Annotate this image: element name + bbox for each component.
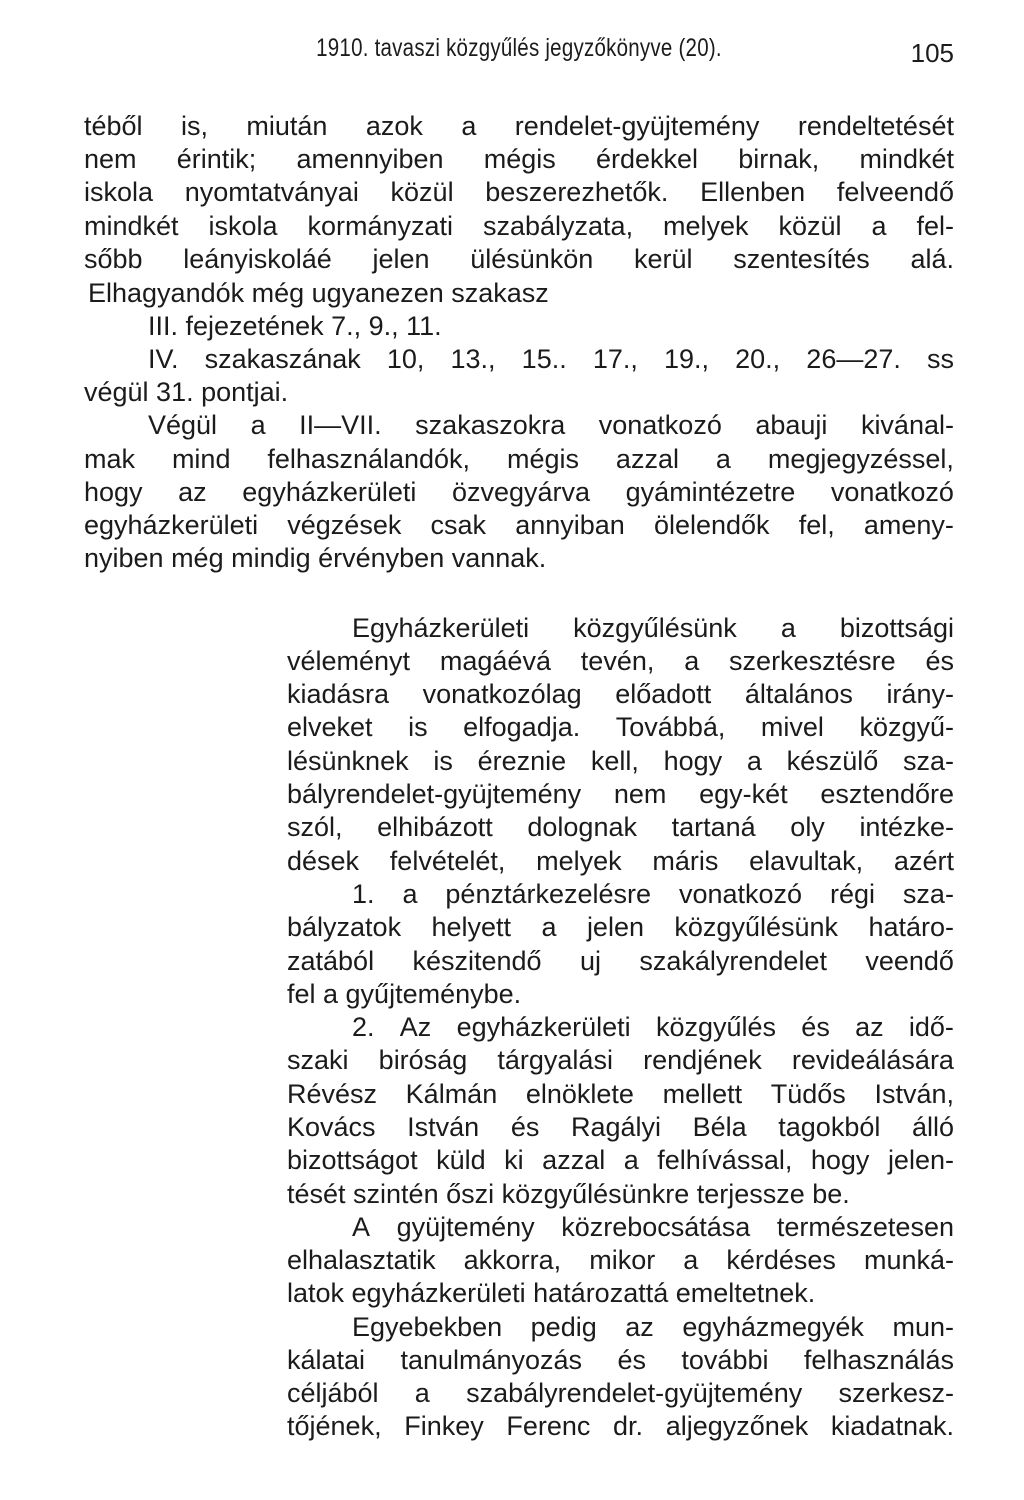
section2-line-16: Kovács István és Ragályi Béla tagokból álló	[287, 1112, 954, 1142]
section2-line-2: véleményt magáévá tevén, a szerkesztésre és	[287, 646, 954, 676]
section2-line-10: bályzatok helyett a jelen közgyűlésünk határo-	[287, 912, 954, 942]
running-title: 1910. tavaszi közgyűlés jegyzőkönyve (20).	[316, 34, 722, 62]
section2-line-7: szól, elhibázott dolognak tartaná oly intézke-	[287, 812, 954, 842]
section1-line-1: téből is, miután azok a rendelet-gyüjtemény rendeltetését	[84, 111, 954, 141]
section1-line-10: Végül a II—VII. szakaszokra vonatkozó abauji kivánal-	[148, 410, 954, 440]
section1-line-12: hogy az egyházkerületi özvegyárva gyámintézetre vonatkozó	[84, 477, 954, 507]
section2-line-17: bizottságot küld ki azzal a felhívással, hogy jelen-	[287, 1145, 954, 1175]
section2-line-22: Egyebekben pedig az egyházmegyék mun-	[352, 1312, 954, 1342]
section1-line-7: III. fejezetének 7., 9., 11.	[148, 311, 442, 341]
section1-line-2: nem érintik; amennyiben mégis érdekkel birnak, mindkét	[84, 144, 954, 174]
section2-line-11: zatából készitendő uj szakályrendelet veendő	[287, 946, 954, 976]
section2-line-13: 2. Az egyházkerületi közgyűlés és az idő-	[352, 1012, 954, 1042]
section2-line-18: tését szintén őszi közgyűlésünkre terjessze be.	[287, 1179, 850, 1209]
section1-line-5: sőbb leányiskoláé jelen ülésünkön kerül szentesítés alá.	[84, 244, 954, 274]
section2-line-8: dések felvételét, melyek máris elavultak, azért	[287, 846, 954, 876]
section2-line-6: bályrendelet-gyüjtemény nem egy-két esztendőre	[287, 779, 954, 809]
section1-line-9: végül 31. pontjai.	[84, 377, 289, 407]
section2-line-23: kálatai tanulmányozás és további felhasználás	[287, 1345, 954, 1375]
section2-line-4: elveket is elfogadja. Továbbá, mivel közgyű-	[287, 712, 954, 742]
section2-line-1: Egyházkerületi közgyűlésünk a bizottsági	[352, 613, 954, 643]
section2-line-20: elhalasztatik akkorra, mikor a kérdéses munká-	[287, 1245, 954, 1275]
section2-line-14: szaki biróság tárgyalási rendjének revideálására	[287, 1045, 954, 1075]
section1-line-8: IV. szakaszának 10, 13., 15.. 17., 19., 20., 26—27. ss	[148, 344, 954, 374]
section1-line-4: mindkét iskola kormányzati szabályzata, melyek közül a fel-	[84, 211, 954, 241]
section1-line-3: iskola nyomtatványai közül beszerezhetők. Ellenben felveendő	[84, 177, 954, 207]
section2-line-19: A gyüjtemény közrebocsátása természetesen	[352, 1212, 954, 1242]
section2-line-5: lésünknek is éreznie kell, hogy a készülő sza-	[287, 746, 954, 776]
section2-line-9: 1. a pénztárkezelésre vonatkozó régi sza-	[352, 879, 954, 909]
section2-line-15: Révész Kálmán elnöklete mellett Tüdős István,	[287, 1079, 954, 1109]
section1-line-6: Elhagyandók még ugyanezen szakasz	[88, 278, 549, 308]
page-number: 105	[910, 38, 954, 68]
section2-line-25: tőjének, Finkey Ferenc dr. aljegyzőnek kiadatnak.	[287, 1411, 954, 1441]
section2-line-24: céljából a szabályrendelet-gyüjtemény szerkesz-	[287, 1378, 954, 1408]
section1-line-14: nyiben még mindig érvényben vannak.	[84, 543, 547, 573]
section1-line-11: mak mind felhasználandók, mégis azzal a megjegyzéssel,	[84, 444, 954, 474]
section2-line-12: fel a gyűjteménybe.	[287, 979, 522, 1009]
section2-line-3: kiadásra vonatkozólag előadott általános irány-	[287, 679, 954, 709]
section1-line-13: egyházkerületi végzések csak annyiban ölelendők fel, ameny-	[84, 510, 954, 540]
page-header	[84, 34, 954, 74]
section2-line-21: latok egyházkerületi határozattá emeltetnek.	[287, 1278, 816, 1308]
